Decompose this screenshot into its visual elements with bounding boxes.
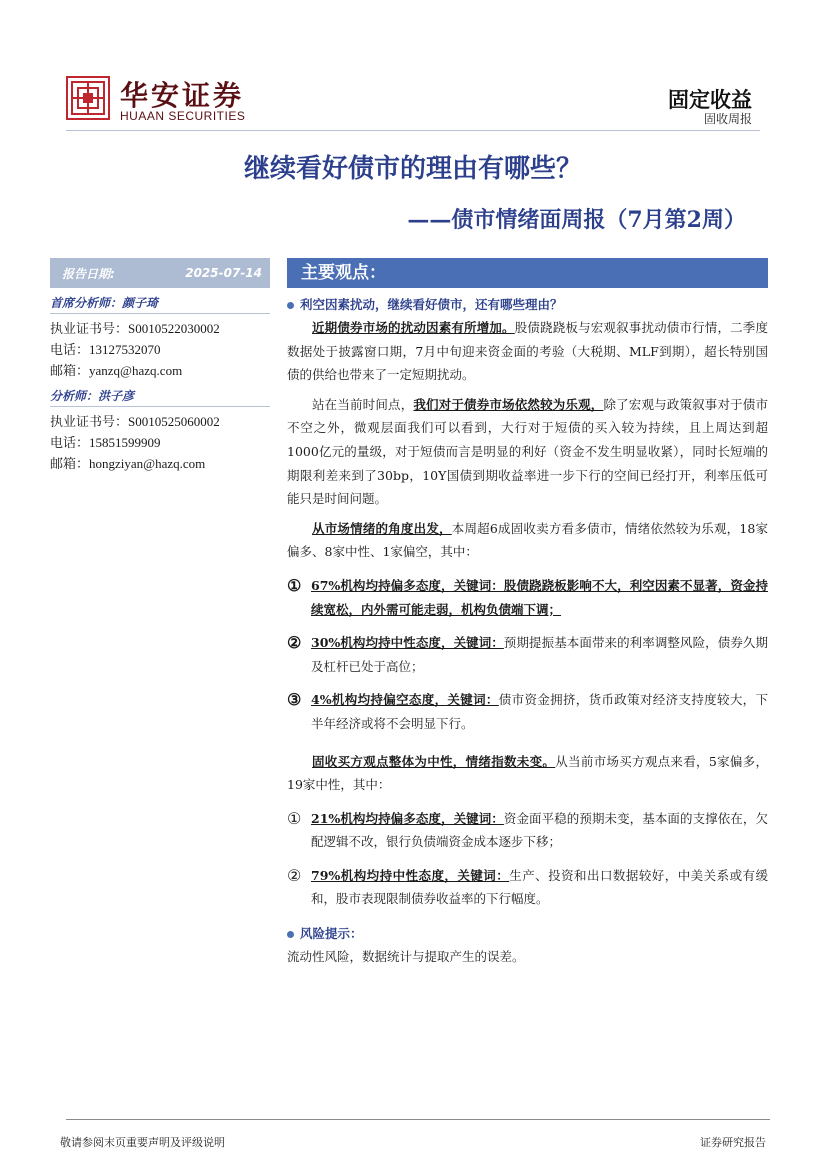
paragraph-1: [287, 316, 768, 387]
logo-text: 华安证券: [120, 79, 245, 112]
report-date-value: 2025-07-14: [185, 266, 262, 280]
item-body: 生产、投资和出口数据较好，中美关系或有缓和，股市表现限制债券收益率的下行幅度。: [311, 867, 768, 907]
bullet-2-text: 风险提示：: [300, 926, 363, 942]
item-number: ②: [287, 865, 302, 885]
item-number: ①: [287, 808, 302, 828]
paragraph-4: [287, 750, 768, 797]
section-bullet-2: [287, 923, 768, 945]
footer-divider: [66, 1119, 770, 1120]
item-head: 67%机构均持偏多态度，关键词：股债跷跷板影响不大，利空因素不显著，资金持续宽松，内外需可能走弱，机构负债端下调；: [311, 577, 768, 617]
item-head: 4%机构均持偏空态度，关键词：: [311, 692, 499, 708]
p2-pre: 站在当前时间点，: [312, 396, 414, 412]
list-item: [287, 574, 768, 621]
item-number: ③: [287, 690, 302, 710]
main-heading: 主要观点：: [287, 258, 768, 288]
header-divider: [66, 130, 760, 131]
p2-body: 除了宏观与政策叙事对于债市不空之外，微观层面我们可以看到，大行对于短债的买入较为持续，且上周达到超1000亿元的量级，对于短债而言是明显的利好（资金不发生明显收紧），同时长短端的期限利差来到了30bp，10Y国债到期收益率进一步下行的空间已经打开，利率压低可能只是时间问题。: [287, 396, 768, 507]
item-head: 30%机构均持中性态度，关键词：: [311, 635, 504, 651]
report-title: 继续看好债市的理由有哪些？: [243, 154, 582, 184]
report-date-label: 报告日期:: [62, 266, 115, 281]
paragraph-2: [287, 393, 768, 511]
sidebar: [50, 258, 270, 474]
report-category: 固定收益: [668, 87, 752, 112]
chief-analyst-title: 首席分析师：颜子琦: [50, 292, 270, 314]
analyst-phone: 电话：15851599909: [50, 435, 161, 450]
list-item: [287, 631, 768, 678]
logo-english: HUAAN SECURITIES: [120, 109, 246, 123]
risk-text: 流动性风险，数据统计与提取产生的误差。: [287, 949, 525, 965]
analyst-info: [50, 411, 270, 474]
item-body: 债市资金拥挤，货币政策对经济支持度较大，下半年经济或将不会明显下行。: [311, 692, 768, 731]
logo-icon: [66, 76, 110, 120]
analyst-email[interactable]: 邮箱：hongziyan@hazq.com: [50, 456, 206, 471]
p3-lead: 从市场情绪的角度出发，: [312, 520, 452, 536]
p2-lead: 我们对于债券市场依然较为乐观，: [413, 396, 604, 412]
analyst-license: 执业证书号：S0010525060002: [50, 414, 220, 429]
main-content: [287, 294, 768, 969]
p3-body: 本周超6成固收卖方看多债市，情绪依然较为乐观，18家偏多、8家中性、1家偏空，其中：: [287, 520, 768, 560]
p4-lead: 固收买方观点整体为中性，情绪指数未变。: [312, 753, 556, 769]
item-number: ①: [287, 575, 302, 595]
analyst-title: 分析师：洪子彦: [50, 385, 270, 407]
bullet-1-text: 利空因素扰动，继续看好债市，还有哪些理由？: [300, 297, 563, 312]
chief-email[interactable]: 邮箱：yanzq@hazq.com: [50, 363, 183, 378]
p1-lead: 近期债券市场的扰动因素有所增加。: [312, 320, 515, 335]
chief-analyst-info: [50, 318, 270, 381]
report-date-bar: [50, 258, 270, 288]
p1-body: 股债跷跷板与宏观叙事扰动债市行情，二季度数据处于披露窗口期，7月中旬迎来资金面的考验（大税期、MLF到期），超长特别国债的供给也带来了一定短期扰动。: [287, 320, 768, 383]
chief-license: 执业证书号：S0010522030002: [50, 321, 220, 336]
footer-label: 证券研究报告: [700, 1136, 766, 1149]
item-head: 21%机构均持偏多态度，关键词：: [311, 810, 504, 826]
p4-body: 从当前市场买方观点来看，5家偏多，19家中性，其中：: [287, 753, 768, 793]
item-body: 预期提振基本面带来的利率调整风险，债券久期及杠杆已处于高位；: [311, 635, 768, 674]
item-number: ②: [287, 633, 302, 653]
report-subcategory: 固收周报: [703, 112, 752, 126]
chief-phone: 电话：13127532070: [50, 342, 161, 357]
list-item: [287, 864, 768, 911]
bullet-icon: [287, 302, 294, 309]
footer-disclaimer: 敬请参阅末页重要声明及评级说明: [60, 1136, 225, 1149]
list-item: [287, 688, 768, 735]
list-item: [287, 807, 768, 854]
report-subtitle: ——债市情绪面周报（7月第2周）: [407, 207, 746, 233]
item-head: 79%机构均持中性态度，关键词：: [311, 867, 510, 883]
paragraph-3: [287, 517, 768, 564]
item-body: 资金面平稳的预期未变，基本面的支撑依在，欠配逻辑不改，银行负债端资金成本逐步下移；: [311, 810, 768, 850]
bullet-icon: [287, 931, 294, 938]
section-bullet-1: [287, 294, 768, 316]
